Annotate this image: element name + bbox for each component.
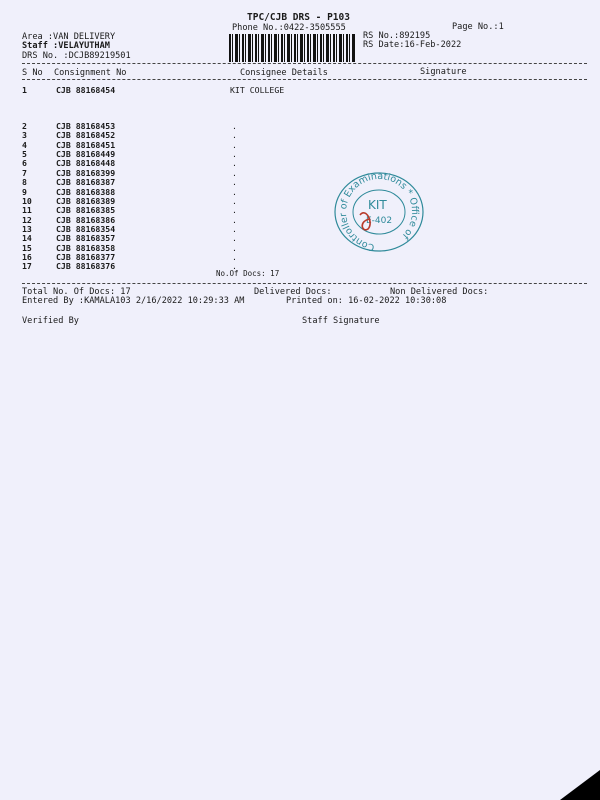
row-sno: 9 [22,187,27,197]
row-consignee: . [232,158,237,168]
col-header-signature: Signature [420,67,467,77]
row-sno: 10 [22,196,32,206]
row-consignment: CJB 88168399 [56,168,116,178]
row-consignee: . [232,233,237,243]
table-row [22,205,262,215]
table-bottom-divider [22,283,587,284]
header-divider [22,63,587,64]
table-row [22,130,262,140]
row-consignment: CJB 88168354 [56,224,116,234]
row-consignment: CJB 88168386 [56,215,116,225]
row-consignee: . [232,243,237,253]
row-consignment: CJB 88168448 [56,158,116,168]
row-consignee: KIT COLLEGE [230,85,285,95]
stamp-center-text: KIT [368,198,387,212]
row-consignee: . [232,149,237,159]
row-consignment: CJB 88168452 [56,130,116,140]
stamp-room-text: E-402 [366,216,393,226]
stamp-inner-ring [353,190,405,234]
table-row [22,177,262,187]
col-header-consignment: Consignment No [54,68,127,78]
no-of-docs: No.Of Docs: 17 [216,269,280,278]
row-sno: 6 [22,158,27,168]
row-consignee: . [232,121,237,131]
scan-corner-shadow [560,770,600,800]
row-sno: 8 [22,177,27,187]
page-number: Page No.:1 [452,22,504,32]
row-consignee: . [232,130,237,140]
row-consignment: CJB 88168358 [56,243,116,253]
row-consignee: . [232,140,237,150]
staff-label: Staff :VELAYUTHAM [22,41,110,51]
row-consignment: CJB 88168385 [56,205,116,215]
row-sno: 3 [22,130,27,140]
col-header-consignee: Consignee Details [240,68,328,78]
table-row [22,85,322,95]
total-docs: Total No. Of Docs: 17 [22,287,131,297]
row-sno: 1 [22,85,27,95]
row-consignment: CJB 88168451 [56,140,116,150]
row-sno: 11 [22,205,32,215]
entered-by: Entered By :KAMALA103 2/16/2022 10:29:33 AM [22,296,245,306]
table-row [22,233,262,243]
row-consignee: . [232,224,237,234]
row-sno: 12 [22,215,32,225]
drs-number: DRS No. :DCJB89219501 [22,51,131,61]
column-header-divider [22,79,587,80]
row-consignment: CJB 88168449 [56,149,116,159]
row-consignee: . [232,261,237,271]
row-sno: 5 [22,149,27,159]
non-delivered-docs: Non Delivered Docs: [390,287,489,297]
row-consignment: CJB 88168453 [56,121,116,131]
examination-office-stamp [322,171,436,253]
row-consignment: CJB 88168377 [56,252,116,262]
rs-number: RS No.:892195 [363,31,431,41]
row-consignee: . [232,215,237,225]
row-sno: 2 [22,121,27,131]
staff-signature-label: Staff Signature [302,316,380,326]
row-consignee: . [232,252,237,262]
rs-date: RS Date:16-Feb-2022 [363,40,462,50]
row-consignee: . [232,177,237,187]
row-sno: 14 [22,233,32,243]
row-consignment: CJB 88168376 [56,261,116,271]
row-sno: 16 [22,252,32,262]
row-sno: 13 [22,224,32,234]
row-consignee: . [232,196,237,206]
row-consignment: CJB 88168387 [56,177,116,187]
row-sno: 7 [22,168,27,178]
row-sno: 4 [22,140,27,150]
row-consignment: CJB 88168357 [56,233,116,243]
row-sno: 17 [22,261,32,271]
phone-number: Phone No.:0422-3505555 [232,23,346,33]
delivered-docs: Delivered Docs: [254,287,332,297]
row-consignment: CJB 88168388 [56,187,116,197]
verified-by-label: Verified By [22,316,79,326]
row-consignment: CJB 88168454 [56,85,116,95]
col-header-sno: S No [22,68,43,78]
row-consignee: . [232,205,237,215]
row-consignment: CJB 88168389 [56,196,116,206]
barcode-image [229,34,356,62]
stamp-ring-text: Controller of Examinations * Office of [338,171,421,253]
row-consignee: . [232,187,237,197]
row-sno: 15 [22,243,32,253]
area-label: Area :VAN DELIVERY [22,32,116,42]
table-row [22,158,262,168]
printed-on: Printed on: 16-02-2022 10:30:08 [286,296,447,306]
document-title: TPC/CJB DRS - P103 [247,12,350,23]
row-consignee: . [232,168,237,178]
